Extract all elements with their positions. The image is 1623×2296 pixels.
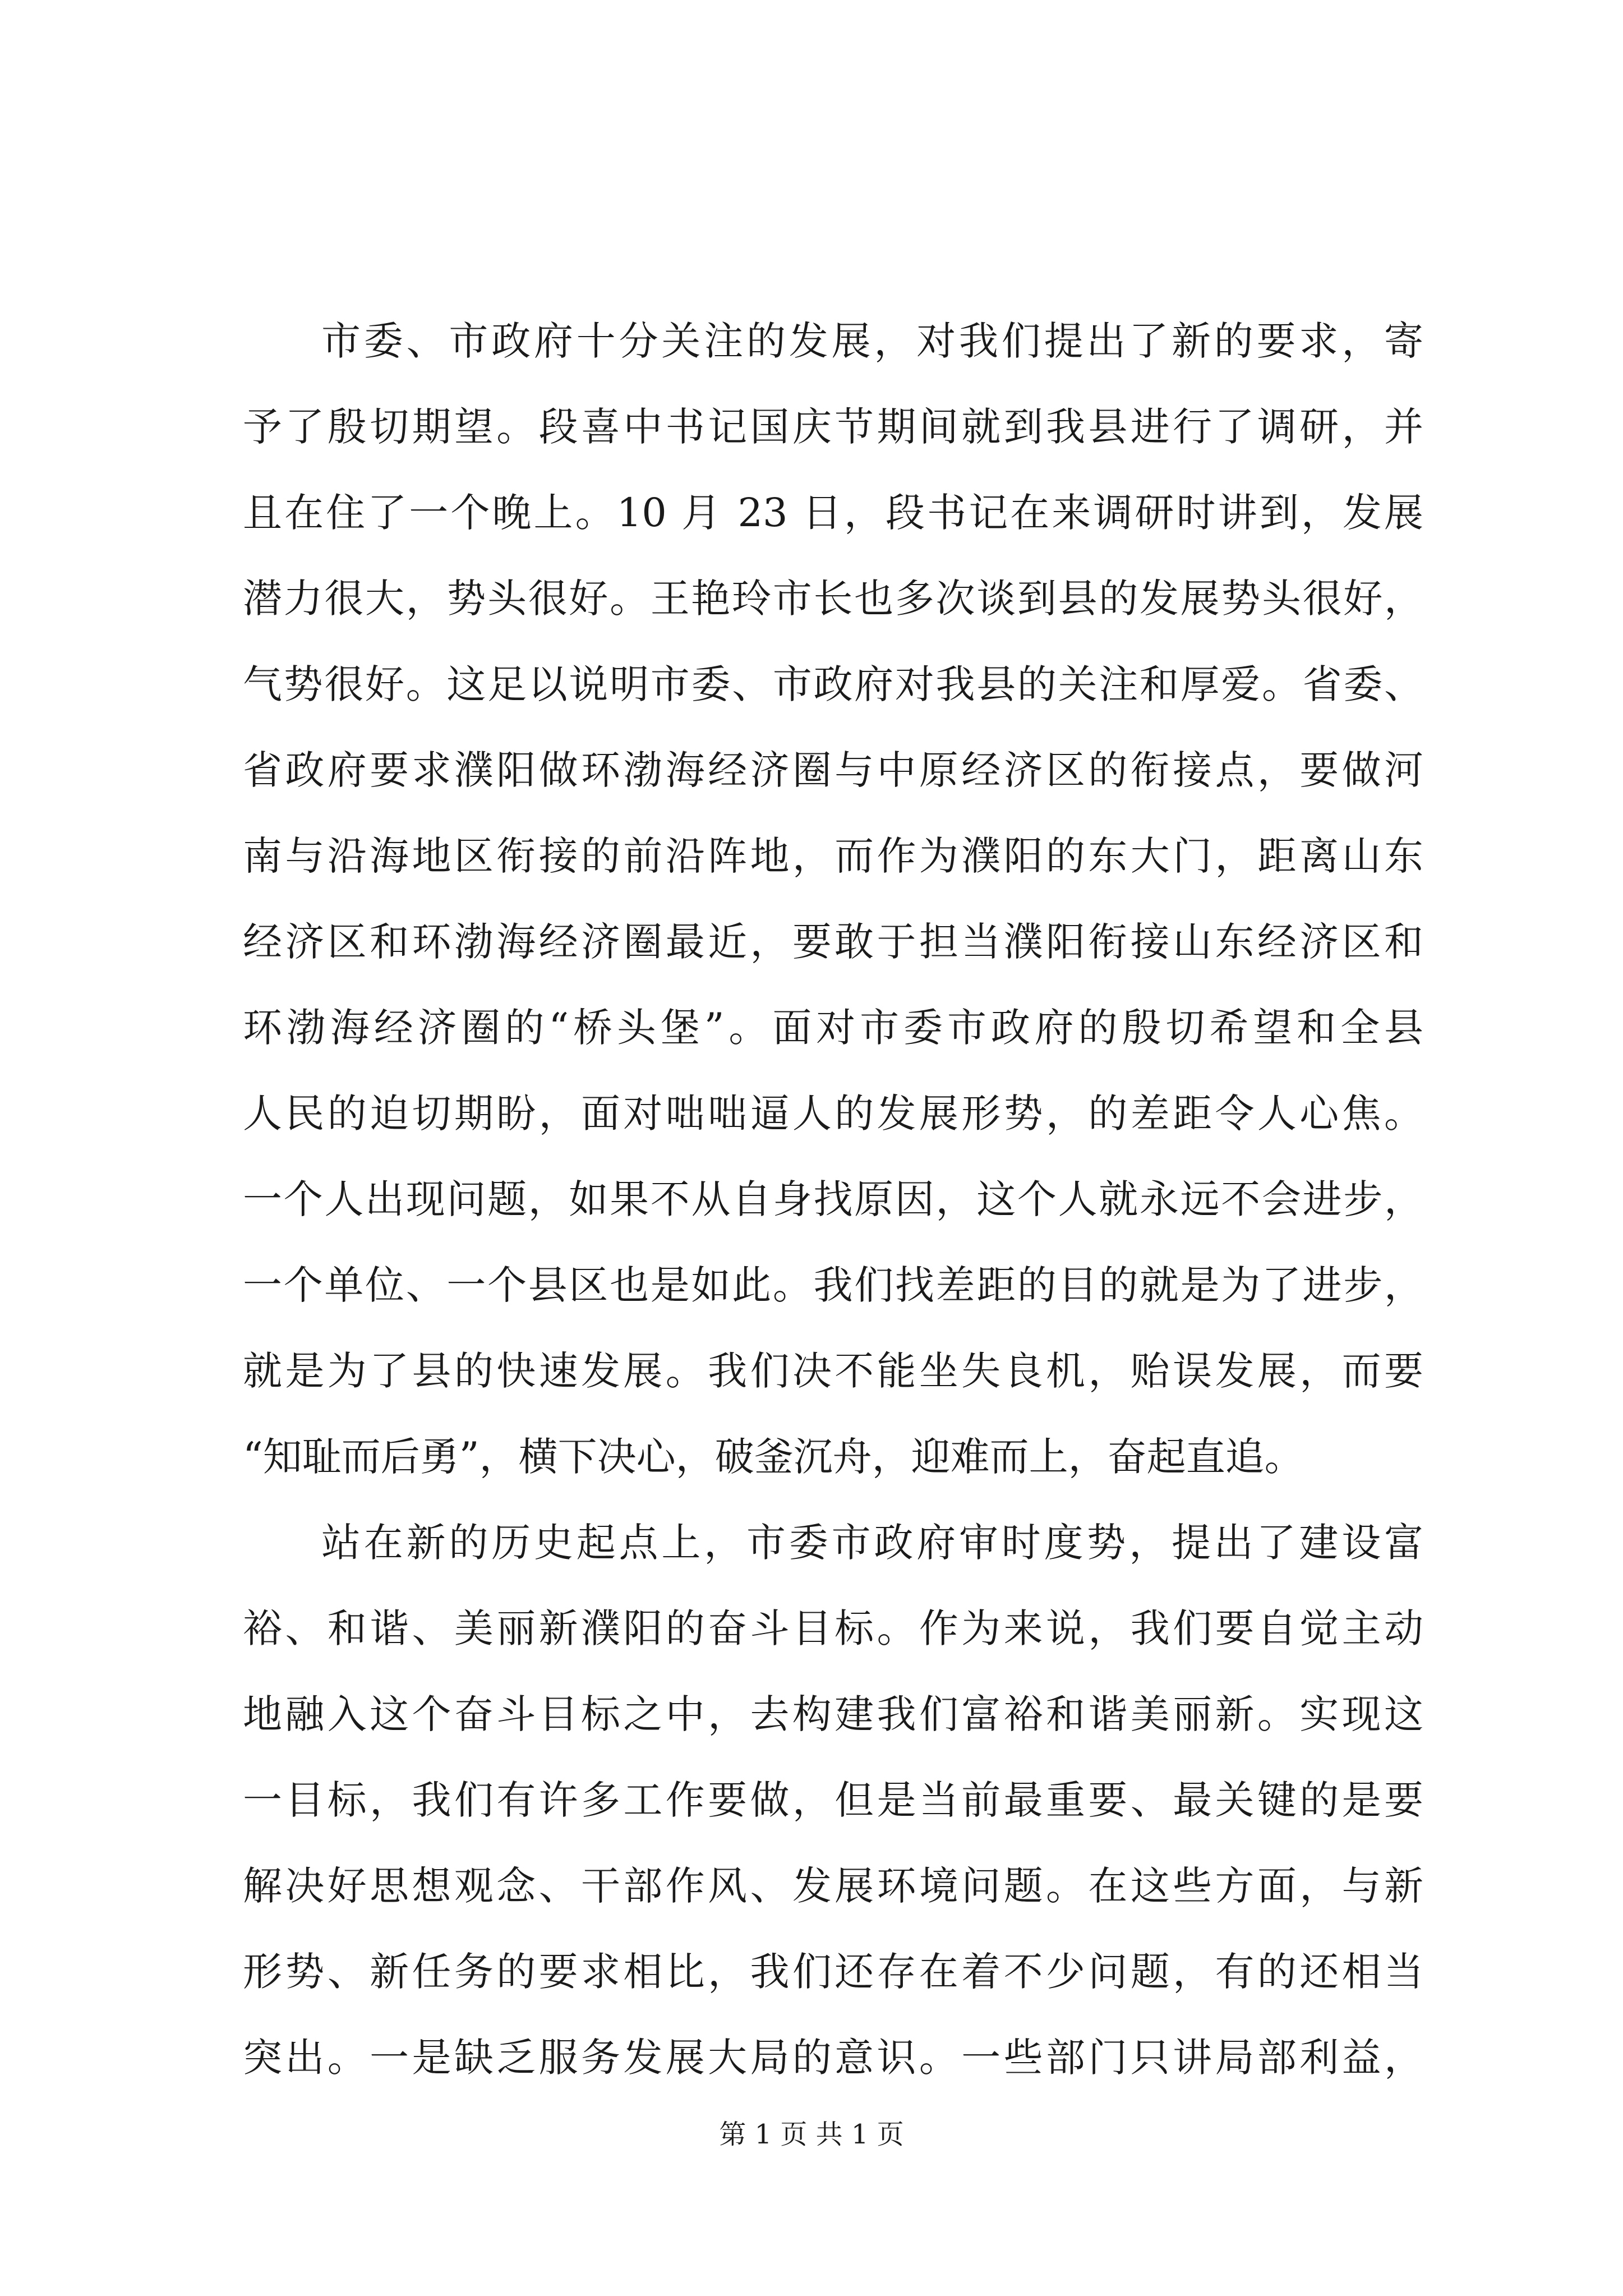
paragraph-1-line-12: 一个单位、一个县区也是如此。我们找差距的目的就是为了进步， bbox=[243, 1262, 1423, 1308]
paragraph-1-line-13: 就是为了县的快速发展。我们决不能坐失良机，贻误发展，而要 bbox=[243, 1348, 1423, 1394]
paragraph-1-line-2: 予了殷切期望。段喜中书记国庆节期间就到我县进行了调研，并 bbox=[243, 404, 1423, 450]
paragraph-1-line-14: “知耻而后勇”，横下决心，破釜沉舟，迎难而上，奋起直追。 bbox=[243, 1434, 1304, 1480]
paragraph-1-line-5: 气势很好。这足以说明市委、市政府对我县的关注和厚爱。省委、 bbox=[243, 661, 1423, 707]
paragraph-1-line-8: 经济区和环渤海经济圈最近，要敢于担当濮阳衔接山东经济区和 bbox=[243, 919, 1423, 965]
document-body bbox=[243, 298, 1423, 2101]
paragraph-2-line-4: 一目标，我们有许多工作要做，但是当前最重要、最关键的是要 bbox=[243, 1777, 1423, 1823]
paragraph-2-line-6: 形势、新任务的要求相比，我们还存在着不少问题，有的还相当 bbox=[243, 1949, 1423, 1995]
paragraph-2-line-2: 裕、和谐、美丽新濮阳的奋斗目标。作为来说，我们要自觉主动 bbox=[243, 1605, 1423, 1651]
page-number-footer: 第 1 页 共 1 页 bbox=[719, 2119, 904, 2150]
paragraph-1-line-6: 省政府要求濮阳做环渤海经济圈与中原经济区的衔接点，要做河 bbox=[243, 747, 1423, 793]
paragraph-1-line-11: 一个人出现问题，如果不从自身找原因，这个人就永远不会进步， bbox=[243, 1176, 1423, 1222]
paragraph-2-line-5: 解决好思想观念、干部作风、发展环境问题。在这些方面，与新 bbox=[243, 1863, 1423, 1909]
paragraph-1-line-3: 且在住了一个晚上。10 月 23 日，段书记在来调研时讲到，发展 bbox=[243, 490, 1423, 536]
paragraph-1-line-4: 潜力很大，势头很好。王艳玲市长也多次谈到县的发展势头很好， bbox=[243, 576, 1423, 622]
paragraph-1-line-9: 环渤海经济圈的“桥头堡”。面对市委市政府的殷切希望和全县 bbox=[243, 1005, 1423, 1051]
paragraph-2-line-1: 站在新的历史起点上，市委市政府审时度势，提出了建设富 bbox=[321, 1520, 1423, 1566]
paragraph-1-line-1: 市委、市政府十分关注的发展，对我们提出了新的要求，寄 bbox=[321, 318, 1423, 364]
paragraph-1-line-10: 人民的迫切期盼，面对咄咄逼人的发展形势，的差距令人心焦。 bbox=[243, 1091, 1423, 1137]
paragraph-2-line-3: 地融入这个奋斗目标之中，去构建我们富裕和谐美丽新。实现这 bbox=[243, 1691, 1423, 1737]
paragraph-2-line-7: 突出。一是缺乏服务发展大局的意识。一些部门只讲局部利益， bbox=[243, 2035, 1423, 2081]
paragraph-1-line-7: 南与沿海地区衔接的前沿阵地，而作为濮阳的东大门，距离山东 bbox=[243, 833, 1423, 879]
